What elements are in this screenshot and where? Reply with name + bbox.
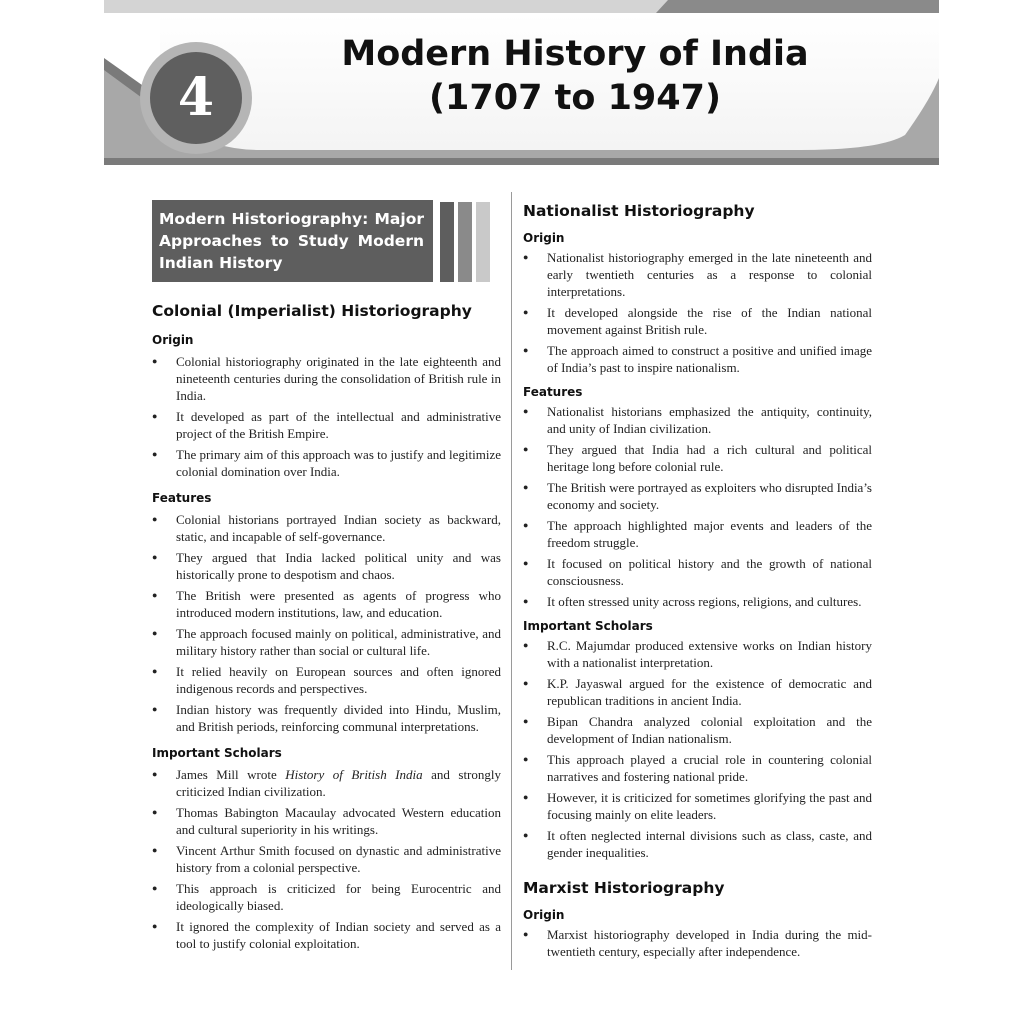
list-item: ● Vincent Arthur Smith focused on dynastic and administrative history from a colonial perspective. [152, 842, 501, 876]
list-item: ● The approach focused mainly on political, administrative, and military history rather than social or cultural life. [152, 625, 501, 659]
right-column [523, 200, 872, 964]
nationalist-scholars-list [523, 637, 872, 861]
list-item [152, 766, 501, 800]
list-item: ● Thomas Babington Macaulay advocated Western education and cultural superiority in his writings. [152, 804, 501, 838]
book-title: History of British India [285, 767, 423, 782]
list-item: ● This approach played a crucial role in countering colonial narratives and fostering national pride. [523, 751, 872, 785]
list-item: ● However, it is criticized for sometimes glorifying the past and focusing mainly on elite leaders. [523, 789, 872, 823]
list-item: ● It developed as part of the intellectual and administrative project of the British Empire. [152, 408, 501, 442]
list-item: ● It ignored the complexity of Indian society and served as a tool to justify colonial exploitation. [152, 918, 501, 952]
list-item: ● They argued that India lacked political unity and was historically prone to despotism and chaos. [152, 549, 501, 583]
list-item: ● K.P. Jayaswal argued for the existence of democratic and republican traditions in ancient India. [523, 675, 872, 709]
colonial-heading: Colonial (Imperialist) Historiography [152, 302, 472, 320]
nationalist-origin-heading: Origin [523, 231, 565, 245]
decor-stripe [440, 202, 454, 282]
nationalist-features-heading: Features [523, 385, 583, 399]
section-title-box [152, 200, 433, 282]
nationalist-features-list [523, 403, 872, 610]
marxist-origin-list [523, 926, 872, 960]
nationalist-scholars-heading: Important Scholars [523, 619, 653, 633]
list-item: ● It often neglected internal divisions such as class, caste, and gender inequalities. [523, 827, 872, 861]
list-item: ● It focused on political history and the growth of national consciousness. [523, 555, 872, 589]
list-item: ● Marxist historiography developed in India during the mid-twentieth century, especially after independence. [523, 926, 872, 960]
decor-stripe [476, 202, 490, 282]
list-item: ● The approach highlighted major events and leaders of the freedom struggle. [523, 517, 872, 551]
list-item: ● Nationalist historiography emerged in the late nineteenth and early twentieth centuries as a response to colonial interpretations. [523, 249, 872, 300]
colonial-origin-list [152, 353, 501, 480]
list-item: ● R.C. Majumdar produced extensive works on Indian history with a nationalist interpretation. [523, 637, 872, 671]
list-item: ● It often stressed unity across regions, religions, and cultures. [523, 593, 872, 610]
chapter-badge [140, 42, 252, 154]
list-item: ● Colonial historiography originated in the late eighteenth and nineteenth centuries during the consolidation of British rule in India. [152, 353, 501, 404]
page-title [300, 32, 850, 120]
list-item: ● Bipan Chandra analyzed colonial exploitation and the development of Indian nationalism. [523, 713, 872, 747]
left-column [152, 200, 501, 956]
list-item: ● The British were presented as agents of progress who introduced modern institutions, law, and education. [152, 587, 501, 621]
list-item: ● The primary aim of this approach was to justify and legitimize colonial domination over India. [152, 446, 501, 480]
list-item: ● The British were portrayed as exploiters who disrupted India’s economy and society. [523, 479, 872, 513]
mill-text-pre: James Mill wrote [176, 767, 286, 782]
colonial-origin-heading: Origin [152, 333, 194, 347]
column-divider [511, 192, 512, 970]
page-title-line1: Modern History of India [341, 34, 809, 74]
list-item: ● It relied heavily on European sources and often ignored indigenous records and perspectives. [152, 663, 501, 697]
nationalist-origin-list [523, 249, 872, 376]
mill-text-post: and strongly criticized Indian civilization. [176, 767, 501, 799]
section-title: Modern Historiography: Major Approaches to Study Modern Indian History [159, 210, 424, 272]
marxist-origin-heading: Origin [523, 908, 565, 922]
list-item: ● Colonial historians portrayed Indian society as backward, static, and incapable of self-governance. [152, 511, 501, 545]
colonial-scholars-heading: Important Scholars [152, 746, 282, 760]
list-item: ● The approach aimed to construct a positive and unified image of India’s past to inspire nationalism. [523, 342, 872, 376]
colonial-scholars-list [152, 766, 501, 952]
chapter-number: 4 [177, 67, 215, 128]
nationalist-heading: Nationalist Historiography [523, 202, 755, 220]
marxist-heading: Marxist Historiography [523, 879, 725, 897]
decor-stripe [458, 202, 472, 282]
colonial-features-heading: Features [152, 491, 212, 505]
colonial-features-list [152, 511, 501, 735]
page-title-line2: (1707 to 1947) [429, 78, 721, 118]
list-item: ● This approach is criticized for being Eurocentric and ideologically biased. [152, 880, 501, 914]
list-item: ● They argued that India had a rich cultural and political heritage long before colonial rule. [523, 441, 872, 475]
list-item: ● It developed alongside the rise of the Indian national movement against British rule. [523, 304, 872, 338]
list-item: ● Nationalist historians emphasized the antiquity, continuity, and unity of Indian civilization. [523, 403, 872, 437]
list-item: ● Indian history was frequently divided into Hindu, Muslim, and British periods, reinforcing communal interpretations. [152, 701, 501, 735]
